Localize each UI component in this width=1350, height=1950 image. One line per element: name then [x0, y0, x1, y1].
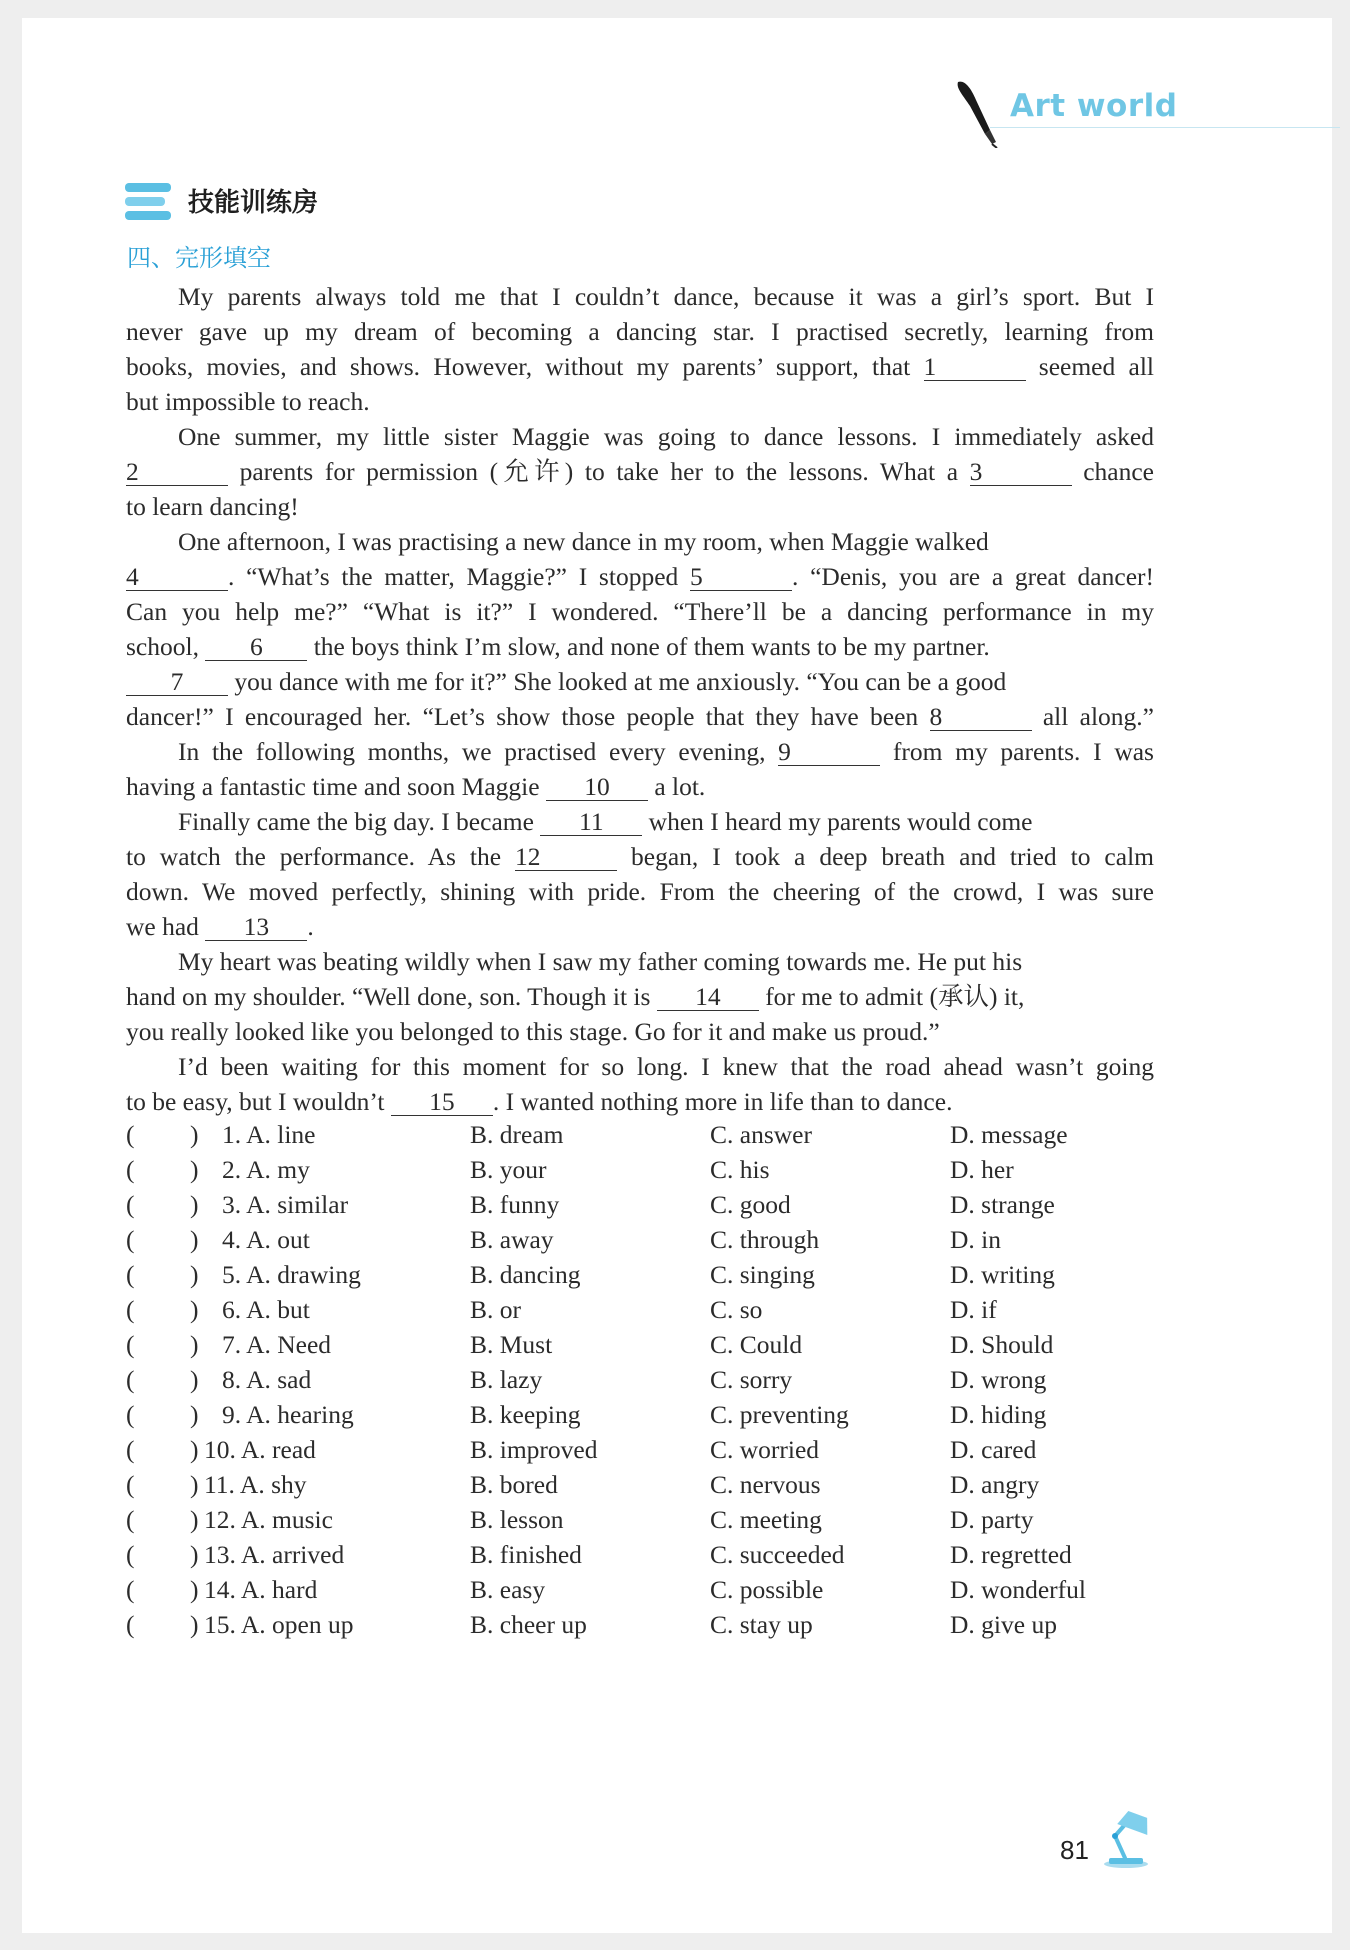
option-d[interactable]: D. wonderful	[950, 1575, 1086, 1604]
answer-paren-open[interactable]: (	[126, 1540, 135, 1569]
blank-14[interactable]: 14	[657, 984, 759, 1011]
answer-paren-open[interactable]: (	[126, 1295, 135, 1324]
blank-12[interactable]: 12	[515, 844, 617, 871]
option-b[interactable]: B. lazy	[470, 1365, 543, 1394]
passage-line: One summer, my little sister Maggie was going to dance lessons. I immediately asked	[178, 422, 1154, 451]
option-c[interactable]: C. meeting	[710, 1505, 822, 1534]
answer-paren-open[interactable]: (	[126, 1610, 135, 1639]
question-row: ( ) 8. A. sad B. lazy C. sorry D. wrong	[126, 1362, 1166, 1397]
cloze-passage	[126, 279, 1154, 1119]
option-b[interactable]: B. or	[470, 1295, 521, 1324]
passage-line: Finally came the big day. I became 11 when I heard my parents would come	[178, 807, 1033, 836]
option-d[interactable]: D. her	[950, 1155, 1014, 1184]
option-d[interactable]: D. strange	[950, 1190, 1055, 1219]
option-c[interactable]: C. good	[710, 1190, 791, 1219]
option-d[interactable]: D. message	[950, 1120, 1068, 1149]
option-d[interactable]: D. in	[950, 1225, 1001, 1254]
blank-5[interactable]: 5	[690, 564, 792, 591]
passage-line: school, 6 the boys think I’m slow, and none of them wants to be my partner.	[126, 632, 990, 661]
option-c[interactable]: C. succeeded	[710, 1540, 845, 1569]
section-title: 技能训练房	[188, 188, 319, 218]
blank-15[interactable]: 15	[391, 1089, 493, 1116]
option-a[interactable]: A. arrived	[240, 1540, 345, 1569]
section-stripes-icon	[125, 183, 171, 221]
option-b[interactable]: B. funny	[470, 1190, 560, 1219]
blank-11[interactable]: 11	[540, 809, 642, 836]
option-d[interactable]: D. writing	[950, 1260, 1055, 1289]
option-c[interactable]: C. stay up	[710, 1610, 813, 1639]
option-a[interactable]: A. out	[246, 1225, 310, 1254]
question-row: ( ) 12. A. music B. lesson C. meeting D. party	[126, 1502, 1166, 1537]
option-d[interactable]: D. wrong	[950, 1365, 1047, 1394]
option-d[interactable]: D. party	[950, 1505, 1034, 1534]
passage-line: down. We moved perfectly, shining with pride. From the cheering of the crowd, I was sure	[126, 877, 1154, 906]
blank-6[interactable]: 6	[205, 634, 307, 661]
option-d[interactable]: D. hiding	[950, 1400, 1047, 1429]
passage-line: we had 13 .	[126, 912, 314, 941]
option-d[interactable]: D. regretted	[950, 1540, 1072, 1569]
question-row: ( ) 10. A. read B. improved C. worried D. cared	[126, 1432, 1166, 1467]
option-c[interactable]: C. answer	[710, 1120, 812, 1149]
blank-1[interactable]: 1	[924, 354, 1026, 381]
option-b[interactable]: B. lesson	[470, 1505, 564, 1534]
option-b[interactable]: B. Must	[470, 1330, 553, 1359]
option-b[interactable]: B. easy	[470, 1575, 546, 1604]
answer-paren-open[interactable]: (	[126, 1470, 135, 1499]
passage-line: My heart was beating wildly when I saw my father coming towards me. He put his	[178, 947, 1023, 976]
option-a[interactable]: A. line	[246, 1120, 316, 1149]
question-row: ( ) 3. A. similar B. funny C. good D. strange	[126, 1187, 1166, 1222]
option-b[interactable]: B. away	[470, 1225, 554, 1254]
option-b[interactable]: B. finished	[470, 1540, 582, 1569]
desk-lamp-icon	[1095, 1808, 1157, 1868]
blank-3[interactable]: 3	[970, 459, 1072, 486]
option-a[interactable]: A. similar	[246, 1190, 349, 1219]
option-d[interactable]: D. cared	[950, 1435, 1037, 1464]
passage-line: One afternoon, I was practising a new dance in my room, when Maggie walked	[178, 527, 989, 556]
option-d[interactable]: D. if	[950, 1295, 997, 1324]
passage-line: hand on my shoulder. “Well done, son. Though it is 14 for me to admit (承认) it,	[126, 982, 1025, 1011]
passage-line: I’d been waiting for this moment for so long. I knew that the road ahead wasn’t going	[178, 1052, 1154, 1081]
passage-line: 7 you dance with me for it?” She looked at me anxiously. “You can be a good	[126, 664, 1154, 699]
option-b[interactable]: B. cheer up	[470, 1610, 587, 1639]
question-row: ( ) 14. A. hard B. easy C. possible D. wonderful	[126, 1572, 1166, 1607]
option-c[interactable]: C. so	[710, 1295, 763, 1324]
option-a[interactable]: A. drawing	[246, 1260, 361, 1289]
answer-paren-open[interactable]: (	[126, 1260, 135, 1289]
option-b[interactable]: B. your	[470, 1155, 547, 1184]
passage-line: to be easy, but I wouldn’t 15 . I wanted nothing more in life than to dance.	[126, 1087, 953, 1116]
option-a[interactable]: A. hearing	[246, 1400, 354, 1429]
option-c[interactable]: C. singing	[710, 1260, 815, 1289]
option-a[interactable]: A. Need	[246, 1330, 332, 1359]
page-number: 81	[1060, 1835, 1089, 1865]
question-row: ( ) 15. A. open up B. cheer up C. stay up D. give up	[126, 1607, 1166, 1642]
option-a[interactable]: A. hard	[240, 1575, 318, 1604]
blank-7[interactable]: 7	[126, 669, 228, 696]
question-row: ( ) 1. A. line B. dream C. answer D. message	[126, 1117, 1166, 1152]
option-c[interactable]: C. Could	[710, 1330, 803, 1359]
option-a[interactable]: A. but	[246, 1295, 310, 1324]
question-row: ( ) 11. A. shy B. bored C. nervous D. angry	[126, 1467, 1166, 1502]
option-d[interactable]: D. angry	[950, 1470, 1040, 1499]
answer-paren-open[interactable]: (	[126, 1435, 135, 1464]
question-row: ( ) 6. A. but B. or C. so D. if	[126, 1292, 1166, 1327]
answer-paren-open[interactable]: (	[126, 1365, 135, 1394]
option-b[interactable]: B. keeping	[470, 1400, 581, 1429]
blank-13[interactable]: 13	[205, 914, 307, 941]
option-a[interactable]: A. music	[240, 1505, 333, 1534]
question-list	[126, 1117, 1166, 1642]
option-b[interactable]: B. bored	[470, 1470, 558, 1499]
passage-line: dancer!” I encouraged her. “Let’s show those people that they have been 8 all along.”	[126, 702, 1154, 731]
passage-line: but impossible to reach.	[126, 387, 370, 416]
passage-line: having a fantastic time and soon Maggie 10 a lot.	[126, 772, 706, 801]
option-a[interactable]: A. my	[246, 1155, 310, 1184]
passage-line: My parents always told me that I couldn’t dance, because it was a girl’s sport. But I	[178, 282, 1154, 311]
option-b[interactable]: B. improved	[470, 1435, 598, 1464]
question-row: ( ) 9. A. hearing B. keeping C. preventing D. hiding	[126, 1397, 1166, 1432]
question-row: ( ) 5. A. drawing B. dancing C. singing D. writing	[126, 1257, 1166, 1292]
pen-icon	[950, 78, 1000, 148]
option-d[interactable]: D. Should	[950, 1330, 1054, 1359]
blank-8[interactable]: 8	[930, 704, 1032, 731]
answer-paren-open[interactable]: (	[126, 1575, 135, 1604]
passage-line: In the following months, we practised every evening, 9 from my parents. I was	[178, 737, 1154, 766]
passage-line: to learn dancing!	[126, 492, 299, 521]
passage-line: 2 parents for permission (允许) to take her to the lessons. What a 3 chance	[126, 457, 1154, 486]
question-row: ( ) 7. A. Need B. Must C. Could D. Should	[126, 1327, 1166, 1362]
blank-4[interactable]: 4	[126, 564, 228, 591]
option-d[interactable]: D. give up	[950, 1610, 1057, 1639]
answer-paren-open[interactable]: (	[126, 1155, 135, 1184]
option-c[interactable]: C. possible	[710, 1575, 824, 1604]
option-a[interactable]: A. shy	[239, 1470, 307, 1499]
passage-line: never gave up my dream of becoming a dancing star. I practised secretly, learning from	[126, 317, 1154, 346]
passage-line: books, movies, and shows. However, without my parents’ support, that 1 seemed all	[126, 352, 1154, 381]
option-b[interactable]: B. dancing	[470, 1260, 581, 1289]
option-c[interactable]: C. through	[710, 1225, 820, 1254]
brand-title: Art world	[1010, 88, 1178, 124]
passage-line: to watch the performance. As the 12 began, I took a deep breath and tried to calm	[126, 842, 1154, 871]
answer-paren-open[interactable]: (	[126, 1120, 135, 1149]
option-c[interactable]: C. preventing	[710, 1400, 849, 1429]
answer-paren-open[interactable]: (	[126, 1400, 135, 1429]
option-a[interactable]: A. read	[240, 1435, 316, 1464]
option-a[interactable]: A. open up	[240, 1610, 354, 1639]
blank-10[interactable]: 10	[546, 774, 648, 801]
subsection-title: 四、完形填空	[127, 244, 271, 272]
option-c[interactable]: C. worried	[710, 1435, 820, 1464]
option-c[interactable]: C. sorry	[710, 1365, 793, 1394]
passage-line: you really looked like you belonged to this stage. Go for it and make us proud.”	[126, 1017, 940, 1046]
passage-line: Can you help me?” “What is it?” I wondered. “There’ll be a dancing performance in my	[126, 597, 1154, 626]
blank-2[interactable]: 2	[126, 459, 228, 486]
option-b[interactable]: B. dream	[470, 1120, 564, 1149]
blank-9[interactable]: 9	[778, 739, 880, 766]
question-row: ( ) 2. A. my B. your C. his D. her	[126, 1152, 1166, 1187]
option-c[interactable]: C. his	[710, 1155, 770, 1184]
answer-paren-open[interactable]: (	[126, 1505, 135, 1534]
question-row: ( ) 4. A. out B. away C. through D. in	[126, 1222, 1166, 1257]
header-rule	[990, 127, 1340, 128]
answer-paren-open[interactable]: (	[126, 1225, 135, 1254]
question-row: ( ) 13. A. arrived B. finished C. succeeded D. regretted	[126, 1537, 1166, 1572]
option-a[interactable]: A. sad	[246, 1365, 312, 1394]
answer-paren-open[interactable]: (	[126, 1190, 135, 1219]
option-c[interactable]: C. nervous	[710, 1470, 821, 1499]
answer-paren-open[interactable]: (	[126, 1330, 135, 1359]
passage-line: 4 . “What’s the matter, Maggie?” I stopped 5 . “Denis, you are a great dancer!	[126, 562, 1154, 591]
